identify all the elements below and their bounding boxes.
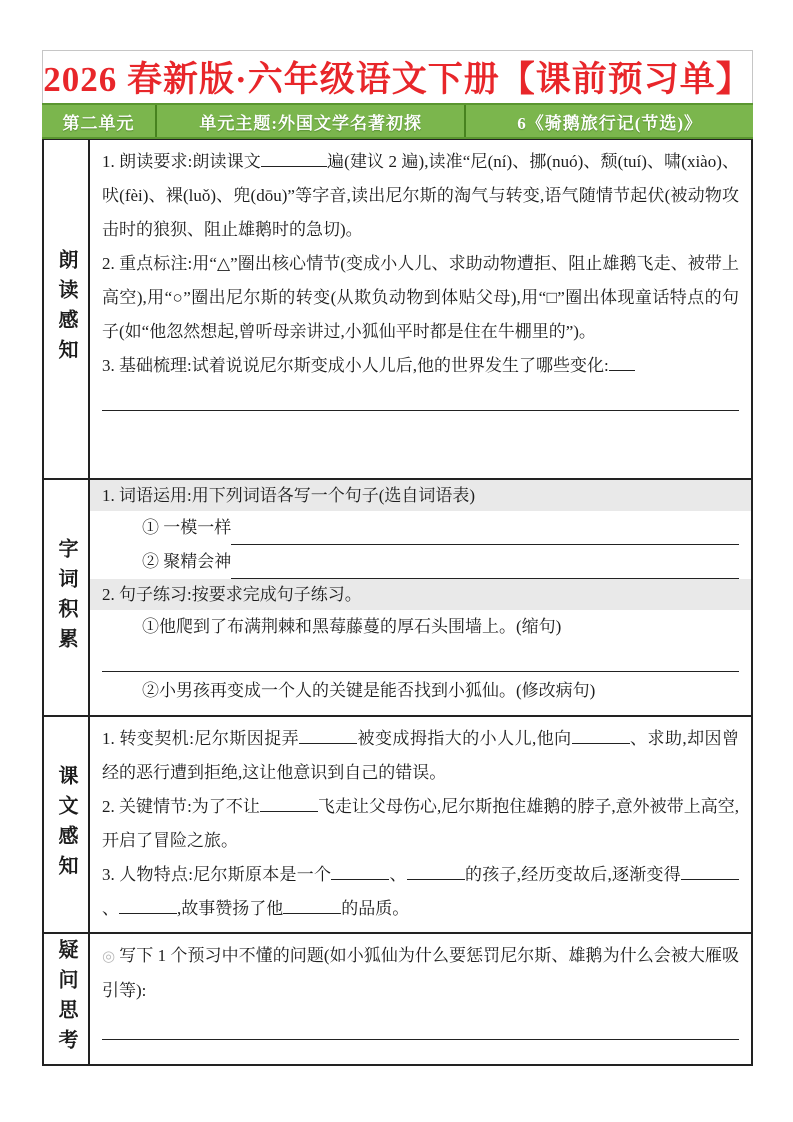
text-sense-item-3: 3. 人物特点:尼尔斯原本是一个 、 的孩子,经历变故后,逐渐变得、 ,故事赞扬了他 的品质。 [102, 858, 739, 926]
page-title: 2026 春新版·六年级语文下册【课前预习单】 [43, 60, 752, 99]
section-reading [44, 140, 751, 480]
word-exercise-1: ① 一模一样 [102, 511, 739, 545]
unit-theme: 单元主题:外国文学名著初探 [155, 105, 464, 137]
unit-header-bar [42, 103, 753, 139]
section-label-text-sense: 课文感知 [44, 717, 90, 932]
fill-blank [119, 897, 177, 914]
unit-number: 第二单元 [62, 113, 135, 133]
section-questions [44, 934, 751, 1064]
worksheet-table [42, 139, 753, 1066]
answer-line [102, 1040, 739, 1064]
title-bar [42, 50, 753, 103]
question-prompt: ◎ 写下 1 个预习中不懂的问题(如小狐仙为什么要惩罚尼尔斯、雄鹅为什么会被大雁吸引等): [102, 946, 739, 1000]
section-text-sense [44, 717, 751, 934]
fill-blank [299, 727, 357, 744]
questions-content [90, 934, 751, 1064]
lesson-title: 6《骑鹅旅行记(节选)》 [464, 105, 753, 137]
fill-blank [261, 150, 327, 167]
text-sense-item-1: 1. 转变契机:尼尔斯因捉弄 被变成拇指大的小人儿,他向 、求助,却因曾经的恶行遭到拒绝,这让他意识到自己的错误。 [102, 729, 739, 782]
reading-item-1: 1. 朗读要求:朗读课文 遍(建议 2 遍),读准“尼(ní)、挪(nuó)、颓(tuí)、啸(xiào)、吠(fèi)、裸(luǒ)、兜(dōu)”等字音,读出尼尔斯的淘气与转变,语气随情节起伏(被动物攻击时的狼狈、阻止雄鹅时的急切)。 [102, 152, 739, 239]
reading-item-3: 3. 基础梳理:试着说说尼尔斯变成小人儿后,他的世界发生了哪些变化: [102, 349, 739, 383]
fill-blank [231, 521, 739, 545]
fill-blank [407, 863, 465, 880]
fill-blank [283, 897, 341, 914]
text-sense-content [90, 717, 751, 932]
fill-blank [572, 727, 630, 744]
section-label-reading: 朗读感知 [44, 140, 90, 478]
reading-item-2: 2. 重点标注:用“△”圈出核心情节(变成小人儿、求助动物遭拒、阻止雄鹅飞走、被带上高空),用“○”圈出尼尔斯的转变(从欺负动物到体贴父母),用“□”圈出体现童话特点的句子(如“他忽然想起,曾听母亲讲过,小狐仙平时都是住在牛棚里的”)。 [102, 254, 739, 341]
answer-line [102, 385, 739, 411]
section-label-questions: 疑问思考 [44, 934, 90, 1064]
section-words [44, 480, 751, 717]
square-bullet-icon: ◎ [102, 949, 116, 965]
sentence-exercise-2: ②小男孩再变成一个人的关键是能否找到小狐仙。(修改病句) [142, 681, 596, 700]
fill-blank [331, 863, 389, 880]
sentence-exercise-1: ①他爬到了布满荆棘和黑莓藤蔓的厚石头围墙上。(缩句) [142, 617, 562, 636]
worksheet-page [42, 50, 753, 1066]
word-exercise-2: ② 聚精会神 [102, 545, 739, 579]
words-heading-1: 1. 词语运用:用下列词语各写一个句子(选自词语表) [90, 480, 751, 511]
fill-blank [609, 354, 635, 371]
answer-line [102, 650, 739, 672]
fill-blank [681, 863, 739, 880]
answer-line [102, 1016, 739, 1040]
fill-blank [231, 555, 739, 579]
fill-blank [260, 795, 318, 812]
section-label-words: 字词积累 [44, 480, 90, 715]
words-heading-2: 2. 句子练习:按要求完成句子练习。 [90, 579, 751, 610]
reading-content [90, 140, 751, 478]
text-sense-item-2: 2. 关键情节:为了不让 飞走让父母伤心,尼尔斯抱住雄鹅的脖子,意外被带上高空,开启了冒险之旅。 [102, 797, 740, 850]
words-content [90, 480, 751, 715]
